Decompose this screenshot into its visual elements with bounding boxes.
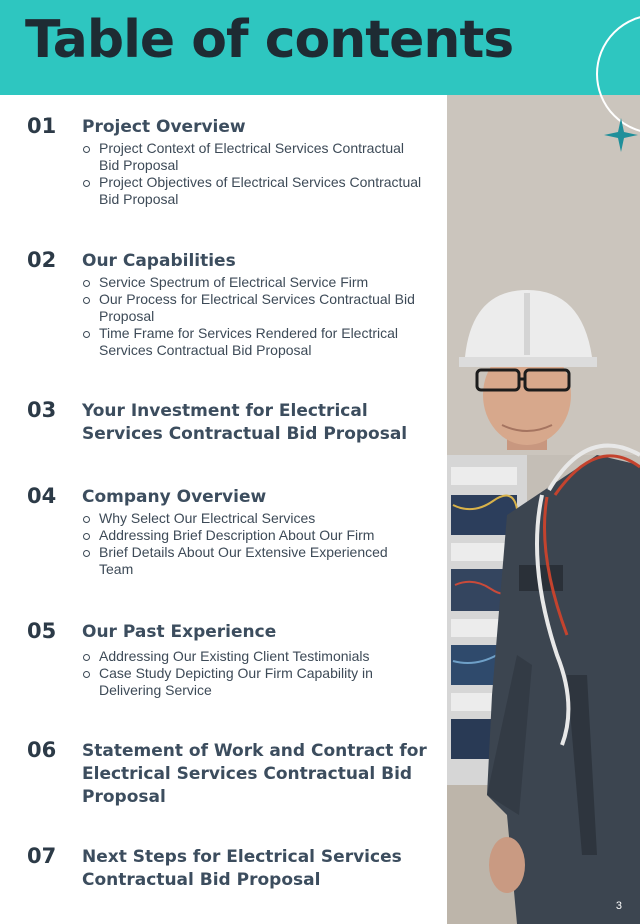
section-number: 05 xyxy=(27,619,57,643)
section-number: 03 xyxy=(27,398,57,422)
toc-item: Our Process for Electrical Services Contractual Bid Proposal xyxy=(82,291,422,325)
toc-item: Project Objectives of Electrical Services Contractual Bid Proposal xyxy=(82,174,422,208)
toc-item: Brief Details About Our Extensive Experienced Team xyxy=(82,544,422,578)
section-heading: Our Capabilities xyxy=(82,251,236,271)
section-number: 02 xyxy=(27,248,57,272)
section-heading: Next Steps for Electrical Services Contractual Bid Proposal xyxy=(82,847,402,890)
sparkle-star-icon xyxy=(602,116,640,154)
section-heading: Your Investment for Electrical Services Contractual Bid Proposal xyxy=(82,401,408,444)
section-items xyxy=(82,140,422,208)
toc-item: Why Select Our Electrical Services xyxy=(82,510,422,527)
toc-item: Addressing Our Existing Client Testimonials xyxy=(82,648,422,665)
section-number: 01 xyxy=(27,114,57,138)
section-heading: Project Overview xyxy=(82,117,246,137)
section-number: 04 xyxy=(27,484,57,508)
electrician-photo xyxy=(447,95,640,924)
section-items xyxy=(82,510,422,578)
section-heading: Our Past Experience xyxy=(82,622,277,642)
toc-item: Service Spectrum of Electrical Service Firm xyxy=(82,274,422,291)
page-number: 3 xyxy=(615,900,622,912)
toc-item: Project Context of Electrical Services Contractual Bid Proposal xyxy=(82,140,422,174)
page-title: Table of contents xyxy=(25,10,514,70)
electrician-illustration xyxy=(447,95,640,924)
toc-item: Case Study Depicting Our Firm Capability in Delivering Service xyxy=(82,665,422,699)
section-number: 07 xyxy=(27,844,57,868)
section-heading: Company Overview xyxy=(82,487,267,507)
toc-item: Addressing Brief Description About Our Firm xyxy=(82,527,422,544)
title-banner xyxy=(0,0,640,95)
section-items xyxy=(82,648,422,699)
section-items xyxy=(82,274,422,359)
section-number: 06 xyxy=(27,738,57,762)
toc-item: Time Frame for Services Rendered for Electrical Services Contractual Bid Proposal xyxy=(82,325,422,359)
section-heading: Statement of Work and Contract for Electrical Services Contractual Bid Proposal xyxy=(82,741,427,807)
